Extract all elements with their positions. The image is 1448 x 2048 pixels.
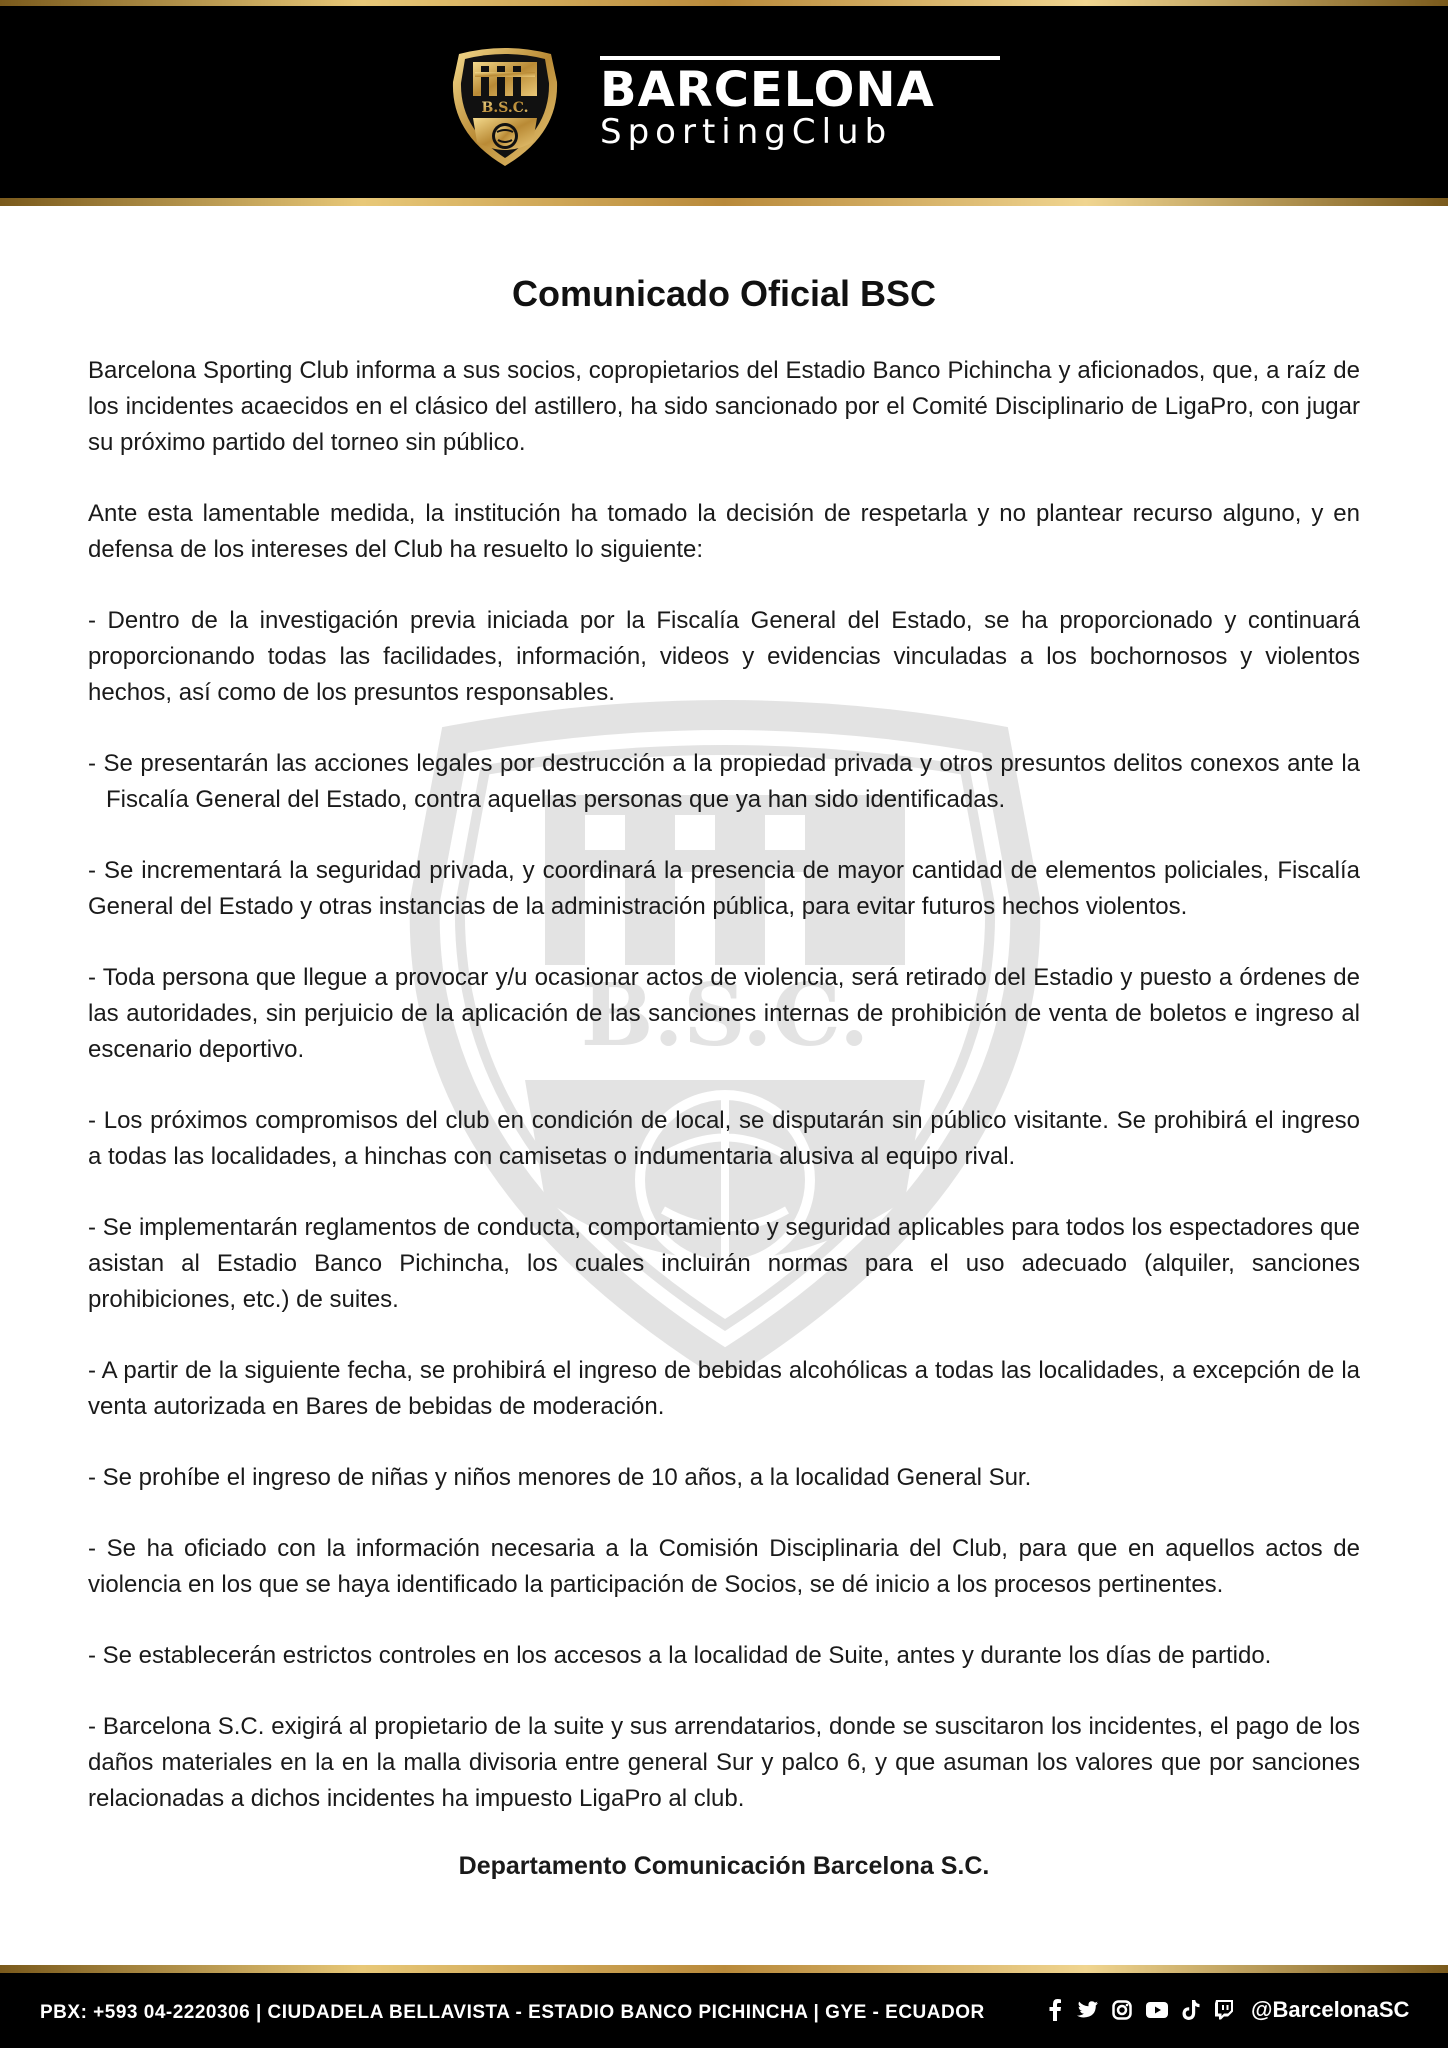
document-body bbox=[88, 265, 1360, 1881]
document-signature: Departamento Comunicación Barcelona S.C. bbox=[458, 1852, 990, 1880]
header-banner bbox=[0, 0, 1448, 205]
crest-text: B.S.C. bbox=[481, 100, 529, 116]
club-crest-icon bbox=[445, 42, 565, 168]
brand-logo bbox=[445, 42, 1005, 172]
brand-name: BARCELONA bbox=[600, 62, 935, 118]
list-item: - Se incrementará la seguridad privada, y coordinará la presencia de mayor cantidad de elementos policiales, Fiscalía General del Estado y otras instancias de la administración pública, para evitar futuros hechos violentos. bbox=[88, 857, 1360, 920]
paragraph-intro: Barcelona Sporting Club informa a sus socios, copropietarios del Estadio Banco Pichincha y aficionados, que, a raíz de los incidentes acaecidos en el clásico del astillero, ha sido sancionado por el Comité Disciplinario de LigaPro, con jugar su próximo partido del torneo sin público. bbox=[88, 357, 1360, 456]
instagram-icon[interactable] bbox=[1112, 2000, 1132, 2020]
document-title: Comunicado Oficial BSC bbox=[511, 273, 937, 314]
list-item: - Barcelona S.C. exigirá al propietario de la suite y sus arrendatarios, donde se suscitaron los incidentes, el pago de los daños materiales en la en la malla divisoria entre general Sur y palco 6, y que asuman los valores que por sanciones relacionadas a dichos incidentes ha impuesto LigaPro al club. bbox=[88, 1713, 1360, 1812]
facebook-icon[interactable] bbox=[1048, 1999, 1062, 2021]
social-handle[interactable]: @BarcelonaSC bbox=[1251, 1997, 1410, 2022]
list-item: - Se establecerán estrictos controles en los accesos a la localidad de Suite, antes y durante los días de partido. bbox=[88, 1642, 1272, 1669]
footer-bar bbox=[0, 1965, 1448, 2048]
list-item: - Se prohíbe el ingreso de niñas y niños menores de 10 años, a la localidad General Sur. bbox=[88, 1464, 1032, 1491]
list-item: - Toda persona que llegue a provocar y/u ocasionar actos de violencia, será retirado del Estadio y puesto a órdenes de las autoridades, sin perjuicio de la aplicación de las sanciones internas de prohibición de venta de boletos e ingreso al escenario deportivo. bbox=[88, 964, 1360, 1063]
twitch-icon[interactable] bbox=[1214, 2000, 1233, 2020]
wordmark-rule bbox=[600, 56, 1000, 60]
list-item: - Dentro de la investigación previa iniciada por la Fiscalía General del Estado, se ha proporcionado y continuará proporcionando todas las facilidades, información, videos y evidencias vinculadas a los bochornosos y violentos hechos, así como de los presuntos responsables. bbox=[88, 607, 1360, 706]
social-links bbox=[1048, 1997, 1409, 2023]
paragraph-decision: Ante esta lamentable medida, la institución ha tomado la decisión de respetarla y no plantear recurso alguno, y en defensa de los intereses del Club ha resuelto lo siguiente: bbox=[88, 500, 1360, 563]
brand-subtitle: SportingClub bbox=[600, 112, 893, 152]
youtube-icon[interactable] bbox=[1146, 2002, 1168, 2018]
watermark-text: B.S.C. bbox=[580, 965, 870, 1066]
twitter-icon[interactable] bbox=[1076, 2000, 1098, 2020]
list-item: - Se ha oficiado con la información necesaria a la Comisión Disciplinaria del Club, para que en aquellos actos de violencia en los que se haya identificado la participación de Socios, se dé inicio a los procesos pertinentes. bbox=[88, 1535, 1360, 1598]
list-item: - A partir de la siguiente fecha, se prohibirá el ingreso de bebidas alcohólicas a todas las localidades, a excepción de la venta autorizada en Bares de bebidas de moderación. bbox=[88, 1357, 1360, 1420]
footer-contact: PBX: +593 04-2220306 | CIUDADELA BELLAVISTA - ESTADIO BANCO PICHINCHA | GYE - ECUADOR bbox=[40, 2002, 985, 2023]
footer-gold-line bbox=[0, 1965, 1448, 1973]
header-gold-bottom-line bbox=[0, 198, 1448, 206]
list-item: - Se implementarán reglamentos de conducta, comportamiento y seguridad aplicables para todos los espectadores que asistan al Estadio Banco Pichincha, los cuales incluirán normas para el uso adecuado (alquiler, sanciones prohibiciones, etc.) de suites. bbox=[88, 1214, 1360, 1313]
header-gold-top-line bbox=[0, 0, 1448, 6]
brand-wordmark bbox=[600, 56, 1010, 150]
tiktok-icon[interactable] bbox=[1182, 2000, 1200, 2020]
list-item: - Se presentarán las acciones legales por destrucción a la propiedad privada y otros presuntos delitos conexos ante la Fiscalía General del Estado, contra aquellas personas que ya han sido identificadas. bbox=[88, 750, 1360, 813]
list-item: - Los próximos compromisos del club en condición de local, se disputarán sin público visitante. Se prohibirá el ingreso a todas las localidades, a hinchas con camisetas o indumentaria alusiva al equipo rival. bbox=[88, 1107, 1360, 1170]
